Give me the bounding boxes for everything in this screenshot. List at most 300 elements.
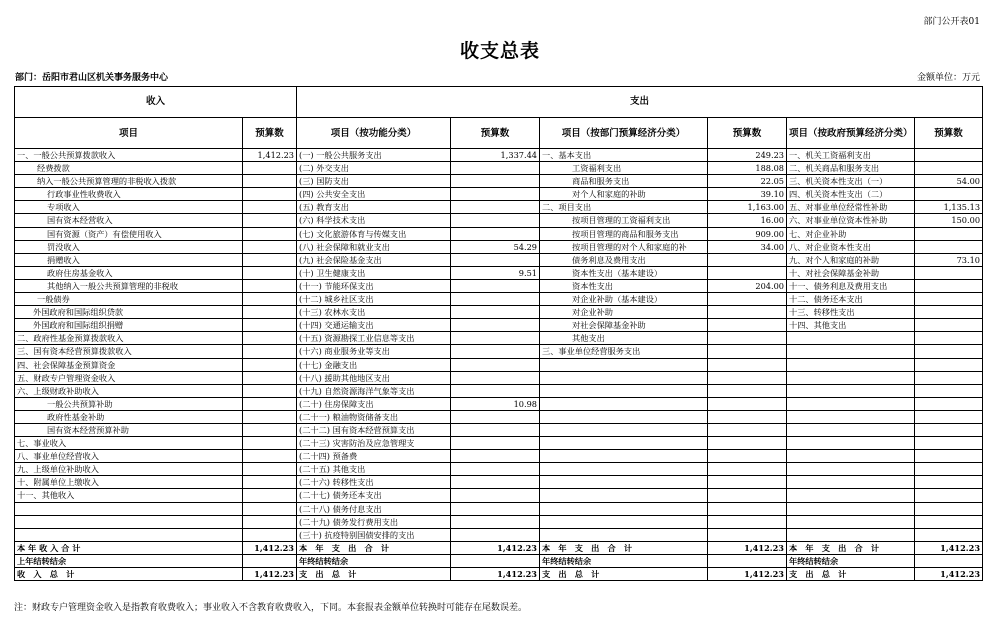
item-name-cell: (二十六) 转移性支出 xyxy=(297,476,451,489)
budget-amount-cell: 54.00 xyxy=(915,175,983,188)
item-name-cell: (三十) 抗疫特别国债安排的支出 xyxy=(297,528,451,541)
budget-amount-cell xyxy=(451,188,540,201)
budget-amount-cell: 1,337.44 xyxy=(451,149,540,162)
table-row xyxy=(15,279,983,292)
budget-amount-cell xyxy=(915,384,983,397)
item-name-cell: 本 年 支 出 合 计 xyxy=(787,541,915,554)
table-row xyxy=(15,437,983,450)
item-name-cell: (一) 一般公共服务支出 xyxy=(297,149,451,162)
table-row xyxy=(15,410,983,423)
item-name-cell xyxy=(787,423,915,436)
item-name-cell: 一般公共预算补助 xyxy=(15,397,243,410)
item-name-cell: 专项收入 xyxy=(15,201,243,214)
item-name-cell: 本 年 收 入 合 计 xyxy=(15,541,243,554)
budget-amount-cell xyxy=(915,358,983,371)
budget-amount-cell xyxy=(451,528,540,541)
item-name-cell: 政府住房基金收入 xyxy=(15,266,243,279)
item-name-cell xyxy=(15,528,243,541)
item-name-cell: (二十一) 粮油物资储备支出 xyxy=(297,410,451,423)
column-header: 预算数 xyxy=(243,118,297,149)
amount-unit-label: 金额单位：万元 xyxy=(916,73,980,83)
item-name-cell xyxy=(787,502,915,515)
budget-amount-cell xyxy=(243,319,297,332)
item-name-cell: (十八) 援助其他地区支出 xyxy=(297,371,451,384)
table-row xyxy=(15,188,983,201)
item-name-cell xyxy=(540,371,708,384)
budget-amount-cell xyxy=(915,293,983,306)
budget-amount-cell: 150.00 xyxy=(915,214,983,227)
budget-amount-cell: 10.98 xyxy=(451,397,540,410)
budget-amount-cell xyxy=(243,240,297,253)
item-name-cell: 收 入 总 计 xyxy=(15,568,243,581)
item-name-cell xyxy=(540,437,708,450)
item-name-cell: 对企业补助 xyxy=(540,306,708,319)
item-name-cell: 六、对事业单位资本性补助 xyxy=(787,214,915,227)
column-header: 预算数 xyxy=(708,118,787,149)
budget-amount-cell xyxy=(451,253,540,266)
item-name-cell: 按项目管理的工资福利支出 xyxy=(540,214,708,227)
budget-amount-cell xyxy=(708,358,787,371)
budget-amount-cell xyxy=(708,423,787,436)
item-name-cell: 十、附属单位上缴收入 xyxy=(15,476,243,489)
budget-amount-cell xyxy=(708,371,787,384)
budget-amount-cell xyxy=(451,293,540,306)
budget-amount-cell xyxy=(915,162,983,175)
item-name-cell: (十九) 自然资源海洋气象等支出 xyxy=(297,384,451,397)
item-name-cell: (四) 公共安全支出 xyxy=(297,188,451,201)
budget-amount-cell: 1,412.23 xyxy=(451,541,540,554)
table-row xyxy=(15,214,983,227)
budget-amount-cell xyxy=(451,423,540,436)
budget-amount-cell: 1,412.23 xyxy=(243,568,297,581)
item-name-cell xyxy=(787,371,915,384)
budget-amount-cell: 73.10 xyxy=(915,253,983,266)
item-name-cell: 资本性支出 xyxy=(540,279,708,292)
column-header: 项目（按政府预算经济分类） xyxy=(787,118,915,149)
item-name-cell: (十三) 农林水支出 xyxy=(297,306,451,319)
budget-amount-cell xyxy=(915,306,983,319)
budget-amount-cell xyxy=(708,450,787,463)
budget-amount-cell xyxy=(451,162,540,175)
item-name-cell: (三) 国防支出 xyxy=(297,175,451,188)
item-name-cell: 四、机关资本性支出（二） xyxy=(787,188,915,201)
budget-amount-cell: 249.23 xyxy=(708,149,787,162)
table-row xyxy=(15,162,983,175)
budget-amount-cell xyxy=(708,502,787,515)
item-name-cell: (五) 教育支出 xyxy=(297,201,451,214)
item-name-cell: 对个人和家庭的补助 xyxy=(540,188,708,201)
budget-amount-cell xyxy=(708,528,787,541)
item-name-cell: (十七) 金融支出 xyxy=(297,358,451,371)
item-name-cell: (二十八) 债务付息支出 xyxy=(297,502,451,515)
item-name-cell: (十五) 资源勘探工业信息等支出 xyxy=(297,332,451,345)
budget-amount-cell xyxy=(915,397,983,410)
item-name-cell: 一、机关工资福利支出 xyxy=(787,149,915,162)
item-name-cell: 五、财政专户管理资金收入 xyxy=(15,371,243,384)
item-name-cell: 五、对事业单位经常性补助 xyxy=(787,201,915,214)
budget-amount-cell xyxy=(915,528,983,541)
budget-amount-cell xyxy=(243,528,297,541)
table-row xyxy=(15,476,983,489)
budget-amount-cell xyxy=(915,149,983,162)
item-name-cell: 九、对个人和家庭的补助 xyxy=(787,253,915,266)
item-name-cell: 本 年 支 出 合 计 xyxy=(540,541,708,554)
item-name-cell: 政府性基金补助 xyxy=(15,410,243,423)
item-name-cell: 行政事业性收费收入 xyxy=(15,188,243,201)
item-name-cell xyxy=(787,450,915,463)
item-name-cell: 一、一般公共预算拨款收入 xyxy=(15,149,243,162)
item-name-cell: 按项目管理的对个人和家庭的补 xyxy=(540,240,708,253)
item-name-cell: 十一、债务利息及费用支出 xyxy=(787,279,915,292)
budget-amount-cell xyxy=(243,476,297,489)
item-name-cell: 支 出 总 计 xyxy=(787,568,915,581)
budget-amount-cell xyxy=(243,423,297,436)
table-row xyxy=(15,319,983,332)
budget-amount-cell xyxy=(708,489,787,502)
budget-amount-cell xyxy=(915,279,983,292)
budget-amount-cell: 909.00 xyxy=(708,227,787,240)
item-name-cell: 资本性支出（基本建设） xyxy=(540,266,708,279)
table-row xyxy=(15,332,983,345)
budget-amount-cell xyxy=(915,437,983,450)
item-name-cell: 六、上级财政补助收入 xyxy=(15,384,243,397)
item-name-cell: 支 出 总 计 xyxy=(540,568,708,581)
column-header: 项目（按功能分类） xyxy=(297,118,451,149)
budget-amount-cell: 16.00 xyxy=(708,214,787,227)
budget-amount-cell xyxy=(915,423,983,436)
item-name-cell: (二十三) 灾害防治及应急管理支 xyxy=(297,437,451,450)
budget-amount-cell: 1,412.23 xyxy=(243,149,297,162)
budget-amount-cell xyxy=(915,227,983,240)
budget-amount-cell xyxy=(243,332,297,345)
budget-amount-cell: 1,412.23 xyxy=(243,541,297,554)
item-name-cell xyxy=(787,410,915,423)
table-column-header-row xyxy=(15,118,983,149)
budget-amount-cell: 1,412.23 xyxy=(708,568,787,581)
budget-amount-cell xyxy=(915,554,983,567)
budget-amount-cell xyxy=(243,227,297,240)
table-row xyxy=(15,423,983,436)
item-name-cell: 罚没收入 xyxy=(15,240,243,253)
item-name-cell xyxy=(787,384,915,397)
item-name-cell: 三、国有资本经营预算拨款收入 xyxy=(15,345,243,358)
budget-amount-cell: 39.10 xyxy=(708,188,787,201)
budget-amount-cell xyxy=(243,397,297,410)
budget-amount-cell xyxy=(243,293,297,306)
item-name-cell xyxy=(540,423,708,436)
budget-amount-cell xyxy=(243,214,297,227)
table-row xyxy=(15,554,983,567)
item-name-cell xyxy=(787,489,915,502)
item-name-cell xyxy=(787,437,915,450)
budget-amount-cell xyxy=(915,240,983,253)
table-row xyxy=(15,450,983,463)
item-name-cell: 八、对企业资本性支出 xyxy=(787,240,915,253)
budget-amount-cell xyxy=(915,502,983,515)
budget-amount-cell xyxy=(243,266,297,279)
budget-amount-cell xyxy=(243,463,297,476)
table-row xyxy=(15,568,983,581)
item-name-cell: 经费拨款 xyxy=(15,162,243,175)
item-name-cell: 国有资本经营预算补助 xyxy=(15,423,243,436)
budget-amount-cell xyxy=(243,188,297,201)
table-row xyxy=(15,293,983,306)
budget-amount-cell xyxy=(243,306,297,319)
budget-amount-cell xyxy=(243,384,297,397)
item-name-cell: 一般债券 xyxy=(15,293,243,306)
budget-amount-cell xyxy=(451,371,540,384)
item-name-cell: 九、上级单位补助收入 xyxy=(15,463,243,476)
table-row xyxy=(15,384,983,397)
table-row xyxy=(15,227,983,240)
budget-amount-cell xyxy=(708,332,787,345)
item-name-cell xyxy=(540,489,708,502)
budget-amount-cell xyxy=(451,489,540,502)
budget-amount-cell xyxy=(243,358,297,371)
item-name-cell: 二、机关商品和服务支出 xyxy=(787,162,915,175)
table-row xyxy=(15,515,983,528)
item-name-cell xyxy=(15,502,243,515)
item-name-cell: 年终结转结余 xyxy=(787,554,915,567)
item-name-cell xyxy=(540,358,708,371)
column-header: 项目 xyxy=(15,118,243,149)
table-row xyxy=(15,253,983,266)
budget-amount-cell xyxy=(451,463,540,476)
budget-amount-cell xyxy=(915,319,983,332)
budget-amount-cell xyxy=(915,450,983,463)
item-name-cell: (二十) 住房保障支出 xyxy=(297,397,451,410)
table-group-header-row xyxy=(15,87,983,118)
budget-amount-cell: 54.29 xyxy=(451,240,540,253)
item-name-cell: 支 出 总 计 xyxy=(297,568,451,581)
budget-amount-cell: 34.00 xyxy=(708,240,787,253)
budget-amount-cell xyxy=(708,463,787,476)
item-name-cell: (六) 科学技术支出 xyxy=(297,214,451,227)
budget-amount-cell xyxy=(243,201,297,214)
item-name-cell: 上年结转结余 xyxy=(15,554,243,567)
budget-amount-cell xyxy=(708,319,787,332)
item-name-cell xyxy=(540,410,708,423)
budget-amount-cell xyxy=(451,515,540,528)
budget-amount-cell xyxy=(243,371,297,384)
item-name-cell: (二) 外交支出 xyxy=(297,162,451,175)
budget-amount-cell: 1,412.23 xyxy=(915,568,983,581)
item-name-cell: 国有资源（资产）有偿使用收入 xyxy=(15,227,243,240)
budget-amount-cell xyxy=(243,253,297,266)
table-row xyxy=(15,528,983,541)
budget-amount-cell xyxy=(451,345,540,358)
table-row xyxy=(15,345,983,358)
item-name-cell: 本 年 支 出 合 计 xyxy=(297,541,451,554)
item-name-cell xyxy=(787,358,915,371)
table-row xyxy=(15,266,983,279)
budget-amount-cell: 1,412.23 xyxy=(915,541,983,554)
item-name-cell: 二、项目支出 xyxy=(540,201,708,214)
expense-group-header: 支出 xyxy=(297,87,983,118)
budget-amount-cell xyxy=(708,345,787,358)
item-name-cell: 二、政府性基金预算拨款收入 xyxy=(15,332,243,345)
budget-amount-cell xyxy=(451,319,540,332)
item-name-cell: 工资福利支出 xyxy=(540,162,708,175)
item-name-cell: (九) 社会保险基金支出 xyxy=(297,253,451,266)
budget-amount-cell xyxy=(708,266,787,279)
budget-amount-cell xyxy=(915,476,983,489)
budget-amount-cell xyxy=(243,410,297,423)
budget-amount-cell xyxy=(915,188,983,201)
column-header: 预算数 xyxy=(915,118,983,149)
item-name-cell: 年终结转结余 xyxy=(297,554,451,567)
item-name-cell: (十四) 交通运输支出 xyxy=(297,319,451,332)
table-row xyxy=(15,541,983,554)
budget-amount-cell xyxy=(451,450,540,463)
budget-amount-cell xyxy=(915,266,983,279)
budget-amount-cell: 1,163.00 xyxy=(708,201,787,214)
item-name-cell: 捐赠收入 xyxy=(15,253,243,266)
item-name-cell xyxy=(15,515,243,528)
budget-amount-cell xyxy=(243,175,297,188)
item-name-cell xyxy=(787,515,915,528)
budget-amount-cell xyxy=(915,489,983,502)
budget-amount-cell xyxy=(451,410,540,423)
item-name-cell: 七、对企业补助 xyxy=(787,227,915,240)
budget-amount-cell: 204.00 xyxy=(708,279,787,292)
budget-amount-cell xyxy=(451,384,540,397)
budget-amount-cell: 1,412.23 xyxy=(451,568,540,581)
budget-amount-cell xyxy=(451,306,540,319)
budget-amount-cell xyxy=(915,515,983,528)
item-name-cell: (二十四) 预备费 xyxy=(297,450,451,463)
item-name-cell xyxy=(540,463,708,476)
budget-amount-cell: 188.08 xyxy=(708,162,787,175)
budget-amount-cell xyxy=(708,253,787,266)
item-name-cell: 十四、其他支出 xyxy=(787,319,915,332)
item-name-cell: (二十二) 国有资本经营预算支出 xyxy=(297,423,451,436)
budget-amount-cell xyxy=(708,306,787,319)
column-header: 项目（按部门预算经济分类） xyxy=(540,118,708,149)
item-name-cell: 十二、债务还本支出 xyxy=(787,293,915,306)
page-title: 收支总表 xyxy=(459,40,540,62)
budget-amount-cell xyxy=(708,554,787,567)
department-label: 部门：岳阳市君山区机关事务服务中心 xyxy=(15,73,169,83)
budget-amount-cell xyxy=(451,279,540,292)
item-name-cell: 十一、其他收入 xyxy=(15,489,243,502)
item-name-cell: (二十九) 债务发行费用支出 xyxy=(297,515,451,528)
item-name-cell: 外国政府和国际组织捐赠 xyxy=(15,319,243,332)
item-name-cell xyxy=(787,476,915,489)
item-name-cell: 七、事业收入 xyxy=(15,437,243,450)
column-header: 预算数 xyxy=(451,118,540,149)
table-row xyxy=(15,397,983,410)
budget-amount-cell xyxy=(915,371,983,384)
budget-amount-cell: 1,135.13 xyxy=(915,201,983,214)
item-name-cell: 三、事业单位经营服务支出 xyxy=(540,345,708,358)
item-name-cell: 债务利息及费用支出 xyxy=(540,253,708,266)
budget-amount-cell: 1,412.23 xyxy=(708,541,787,554)
budget-amount-cell xyxy=(451,437,540,450)
budget-summary-table xyxy=(14,86,983,581)
item-name-cell xyxy=(787,332,915,345)
budget-amount-cell xyxy=(451,214,540,227)
item-name-cell: 三、机关资本性支出（一） xyxy=(787,175,915,188)
budget-amount-cell xyxy=(915,332,983,345)
budget-amount-cell: 22.05 xyxy=(708,175,787,188)
table-row xyxy=(15,201,983,214)
budget-amount-cell xyxy=(243,345,297,358)
item-name-cell: 对社会保障基金补助 xyxy=(540,319,708,332)
budget-amount-cell xyxy=(243,450,297,463)
budget-amount-cell xyxy=(708,515,787,528)
budget-amount-cell xyxy=(243,279,297,292)
item-name-cell xyxy=(787,528,915,541)
budget-amount-cell xyxy=(915,410,983,423)
budget-amount-cell xyxy=(451,227,540,240)
item-name-cell xyxy=(540,384,708,397)
table-row xyxy=(15,463,983,476)
income-group-header: 收入 xyxy=(15,87,297,118)
table-row xyxy=(15,306,983,319)
form-code: 部门公开表01 xyxy=(923,17,980,27)
budget-amount-cell xyxy=(243,437,297,450)
item-name-cell: 十三、转移性支出 xyxy=(787,306,915,319)
item-name-cell: 八、事业单位经营收入 xyxy=(15,450,243,463)
item-name-cell: (七) 文化旅游体育与传媒支出 xyxy=(297,227,451,240)
item-name-cell: (二十五) 其他支出 xyxy=(297,463,451,476)
item-name-cell: 年终结转结余 xyxy=(540,554,708,567)
item-name-cell: (八) 社会保障和就业支出 xyxy=(297,240,451,253)
item-name-cell: 其他支出 xyxy=(540,332,708,345)
item-name-cell: 一、基本支出 xyxy=(540,149,708,162)
item-name-cell xyxy=(787,345,915,358)
item-name-cell: (十二) 城乡社区支出 xyxy=(297,293,451,306)
item-name-cell xyxy=(787,463,915,476)
budget-amount-cell xyxy=(451,201,540,214)
item-name-cell: 十、对社会保障基金补助 xyxy=(787,266,915,279)
item-name-cell xyxy=(540,476,708,489)
budget-amount-cell xyxy=(451,554,540,567)
budget-amount-cell xyxy=(451,502,540,515)
item-name-cell: 国有资本经营收入 xyxy=(15,214,243,227)
table-row xyxy=(15,358,983,371)
budget-amount-cell xyxy=(915,463,983,476)
budget-amount-cell xyxy=(708,437,787,450)
table-row xyxy=(15,489,983,502)
table-row xyxy=(15,502,983,515)
item-name-cell: 其他纳入一般公共预算管理的非税收 xyxy=(15,279,243,292)
item-name-cell xyxy=(540,528,708,541)
budget-amount-cell xyxy=(708,410,787,423)
table-row xyxy=(15,149,983,162)
item-name-cell xyxy=(540,397,708,410)
budget-amount-cell xyxy=(915,345,983,358)
item-name-cell xyxy=(540,515,708,528)
table-row xyxy=(15,175,983,188)
budget-amount-cell xyxy=(243,489,297,502)
budget-amount-cell xyxy=(708,293,787,306)
budget-amount-cell xyxy=(451,358,540,371)
item-name-cell: 外国政府和国际组织贷款 xyxy=(15,306,243,319)
item-name-cell: (十一) 节能环保支出 xyxy=(297,279,451,292)
item-name-cell: (十六) 商业服务业等支出 xyxy=(297,345,451,358)
table-row xyxy=(15,371,983,384)
budget-amount-cell xyxy=(708,397,787,410)
table-row xyxy=(15,240,983,253)
budget-amount-cell xyxy=(708,476,787,489)
item-name-cell: 四、社会保障基金预算资金 xyxy=(15,358,243,371)
item-name-cell: 商品和服务支出 xyxy=(540,175,708,188)
item-name-cell: 纳入一般公共预算管理的非税收入拨款 xyxy=(15,175,243,188)
budget-amount-cell xyxy=(451,476,540,489)
item-name-cell: (十) 卫生健康支出 xyxy=(297,266,451,279)
